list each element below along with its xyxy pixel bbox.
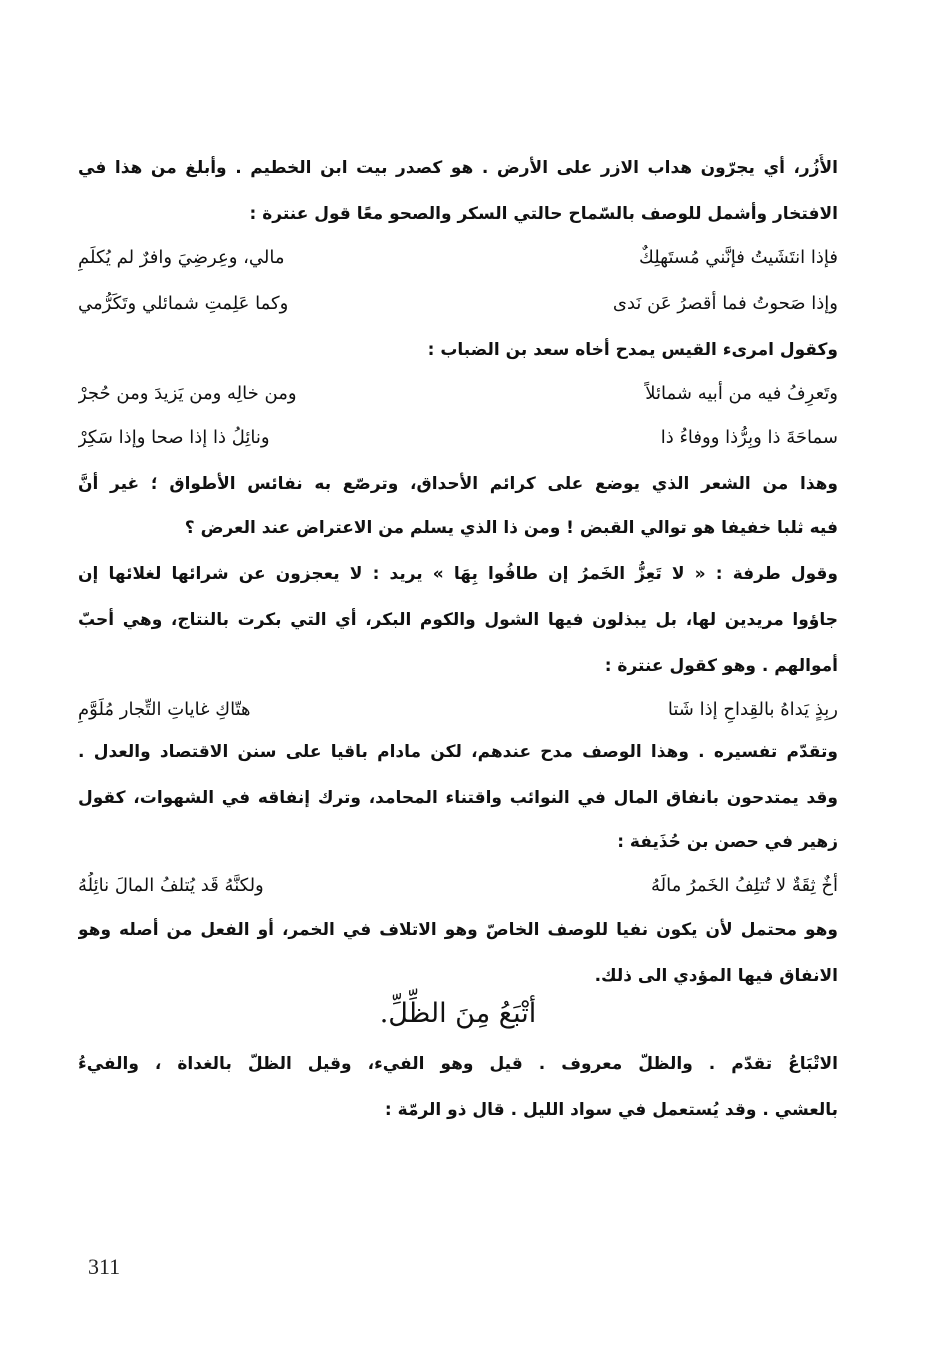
paragraph-line: وكقول امرىء القيس يمدح أخاه سعد بن الضباب :: [427, 340, 838, 360]
paragraph-line: وتقدّم تفسيره . وهذا الوصف مدح عندهم، لكن مادام باقيا على سنن الاقتصاد والعدل .: [78, 742, 838, 762]
page-number: 311: [88, 1254, 121, 1279]
verse-second-hemistich: ولكنَّهُ قَد يُتلفُ المالَ نائِلُهُ: [78, 875, 264, 896]
verse-line: [78, 872, 838, 902]
paragraph-line: وهو محتمل لأن يكون نفيا للوصف الخاصّ وهو الاتلاف في الخمر، أو الفعل من أصله وهو: [78, 920, 838, 940]
verse-line: [78, 290, 838, 320]
verse-second-hemistich: ونائِلُ ذا إذا صحا وإذا سَكِرْ: [78, 427, 270, 448]
verse-first-hemistich: سماحَةَ ذا وبِرُّذا ووفاءُ ذا: [660, 427, 838, 448]
verse-first-hemistich: وتَعرِفُ فيه من أبيه شمائلاً: [645, 383, 838, 404]
verse-line: [78, 380, 838, 410]
paragraph-line: الانفاق فيها المؤدي الى ذلك.: [594, 966, 838, 986]
paragraph-line: زهير في حصن بن حُذَيفة :: [617, 832, 838, 852]
verse-second-hemistich: مالي، وعِرضِيَ وافرٌ لم يُكلَمِ: [78, 247, 285, 268]
verse-first-hemistich: ربِذٍ يَداهُ بالقِداحِ إذا شَتا: [667, 699, 838, 720]
proverb-heading: أتْبَعُ مِنَ الظِّلِّ.: [379, 998, 537, 1029]
verse-second-hemistich: هتّاكِ غاياتِ التِّجار مُلَوَّمِ: [78, 699, 251, 720]
verse-second-hemistich: ومن خالِه ومن يَزيدَ ومن حُجرْ: [78, 383, 297, 404]
paragraph-line: أموالهم . وهو كقول عنترة :: [604, 656, 838, 676]
paragraph-line: وقد يمتدحون بانفاق المال في النوائب واقتناء المحامد، وترك إنفاقه في الشهوات، كقول: [78, 788, 838, 808]
paragraph-line: فيه ثلبا خفيفا هو توالي القبض ! ومن ذا الذي يسلم من الاعتراض عند العرض ؟: [184, 518, 838, 538]
verse-second-hemistich: وكما عَلِمتِ شمائلي وتَكَرُّمي: [78, 293, 289, 314]
verse-line: [78, 424, 838, 454]
paragraph-line: الاتْبَاعُ تقدّم . والظلّ معروف . قيل وهو الفيء، وقيل الظلّ بالغداة ، والفيءُ: [78, 1054, 838, 1074]
verse-line: [78, 244, 838, 274]
verse-first-hemistich: فإذا انتَشَيتُ فإنَّني مُستَهلِكٌ: [639, 247, 838, 268]
paragraph-line: الأُزُر، أي يجرّون هداب الازر على الأرض . هو كصدر بيت ابن الخطيم . وأبلغ من هذا في: [78, 158, 838, 178]
paragraph-line: وهذا من الشعر الذي يوضع على كرائم الأحداق، وترصّع به نفائس الأطواق ؛ غير أنَّ: [78, 474, 838, 494]
verse-first-hemistich: وإذا صَحوتُ فما أقصرُ عَن نَدى: [612, 293, 838, 314]
paragraph-line: جاؤوا مريدين لها، بل يبذلون فيها الشول والكوم البكر، أي التي بكرت بالنتاج، وهي أحبّ: [78, 610, 838, 630]
verse-line: [78, 696, 838, 726]
verse-first-hemistich: أخٌ ثِقَةٌ لا تُتلِفُ الخَمرُ مالَهُ: [651, 875, 838, 896]
paragraph-line: وقول طرفة : « لا تَعِزُّ الخَمرُ إن طافُوا بِهَا » يريد : لا يعجزون عن شرائها لغلائها إن: [78, 564, 838, 584]
paragraph-line: بالعشي . وقد يُستعمل في سواد الليل . قال ذو الرمّة :: [384, 1100, 838, 1120]
paragraph-line: الافتخار وأشمل للوصف بالسّماح حالتي السكر والصحو معًا قول عنترة :: [249, 204, 838, 224]
